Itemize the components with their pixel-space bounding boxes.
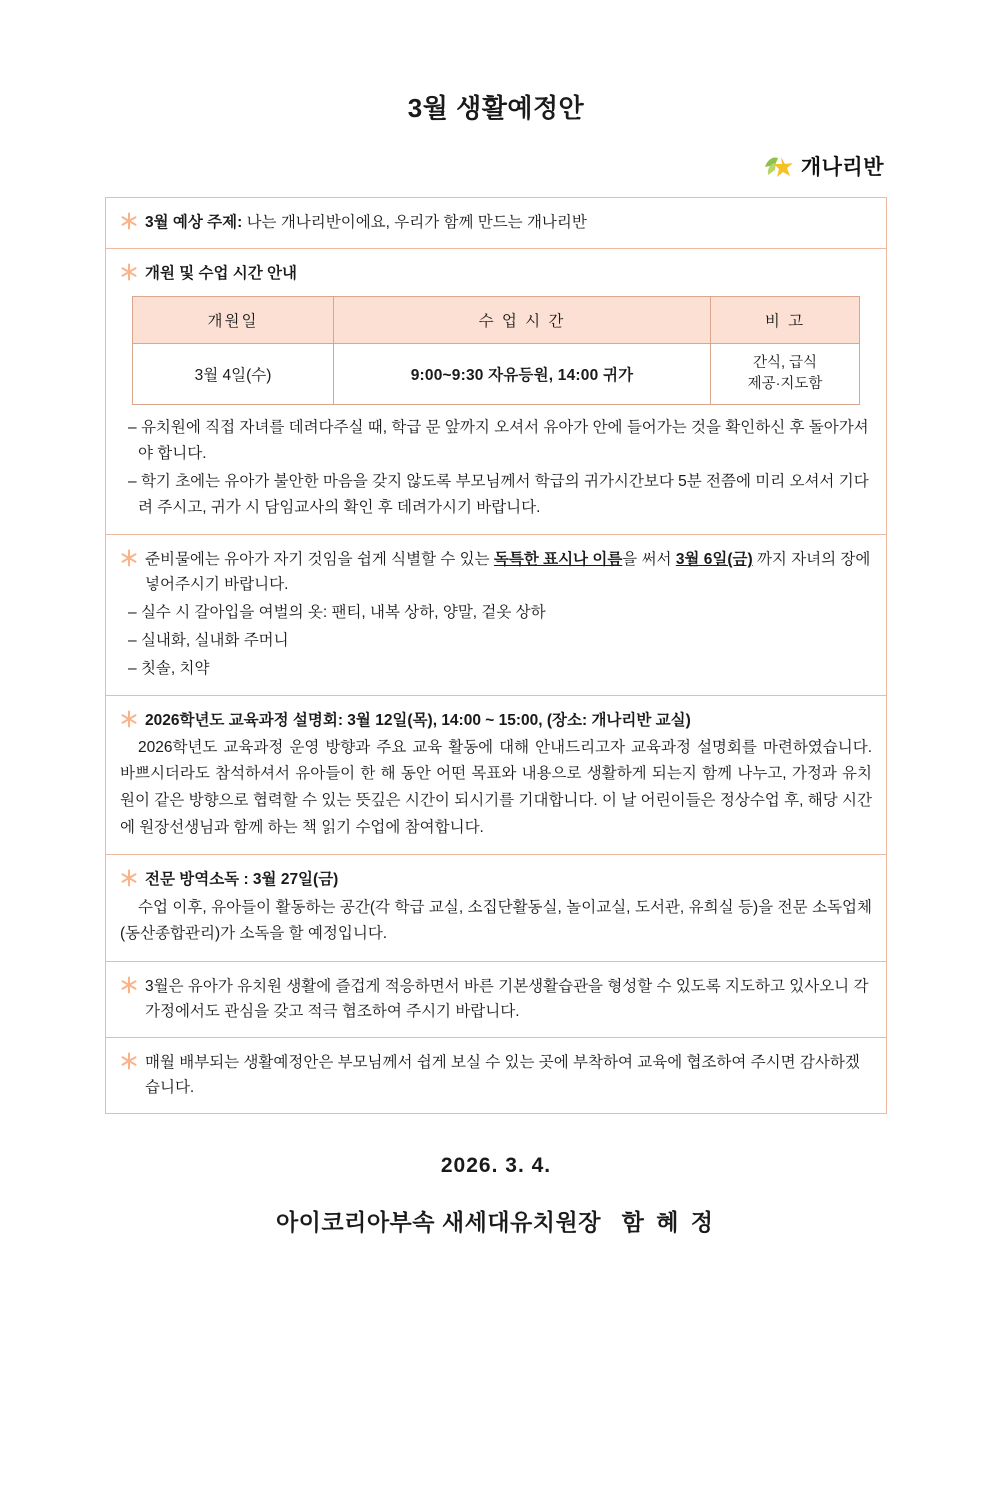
- cell-date: 3월 4일(수): [133, 344, 334, 405]
- table-row: [133, 344, 860, 405]
- supplies-item-2-text: 실내화, 실내화 주머니: [140, 631, 289, 649]
- star-icon: [120, 212, 138, 230]
- cell-note-line2: 제공·지도함: [747, 376, 823, 393]
- page-title: 3월 생활예정안: [407, 93, 585, 123]
- opening-note-1: – 유치원에 직접 자녀를 데려다주실 때, 학급 문 앞까지 오셔서 유아가 안에 들어가는 것을 확인하신 후 돌아가셔야 합니다.: [128, 419, 869, 463]
- cell-note-line1: 간식, 급식: [752, 355, 818, 372]
- opening-heading: 개원 및 수업 시간 안내: [145, 265, 297, 283]
- section-disinfection: [106, 855, 886, 961]
- section-posting: [106, 1038, 886, 1113]
- supplies-paragraph: [145, 547, 872, 597]
- supplies-emphasis-1: 독특한 표시나 이름: [493, 551, 623, 569]
- table-header-row: [133, 297, 860, 344]
- section-supplies: [106, 535, 886, 695]
- supplies-item-2: – 실내화, 실내화 주머니: [128, 631, 289, 649]
- posting-body: 매월 배부되는 생활예정안은 부모님께서 쉽게 보실 수 있는 곳에 부착하여 교육에 협조하여 주시면 감사하겠습니다.: [145, 1054, 860, 1097]
- column-header-date: 개원일: [133, 297, 334, 344]
- section-opening: [106, 249, 886, 535]
- supplies-text-1: 준비물에는 유아가 자기 것임을 쉽게 식별할 수 있는: [145, 551, 494, 569]
- opening-note-2-text: 학기 초에는 유아가 불안한 마음을 갖지 않도록 부모님께서 학급의 귀가시간보다 5분 전쯤에 미리 오셔서 기다려 주시고, 귀가 시 담임교사의 확인 후 데려가시기 바랍니다.: [138, 473, 869, 517]
- section-adaptation: [106, 962, 886, 1038]
- brand-row: [0, 151, 992, 181]
- supplies-item-1-text: 실수 시 갈아입을 여벌의 옷: 팬티, 내복 상하, 양말, 겉옷 상하: [140, 603, 546, 621]
- disinfection-heading: 전문 방역소독 : 3월 27일(금): [145, 871, 339, 889]
- supplies-item-3-text: 칫솔, 치약: [140, 659, 210, 677]
- star-icon: [120, 976, 138, 994]
- section-theme: [106, 198, 886, 249]
- disinfection-body: 수업 이후, 유아들이 활동하는 공간(각 학급 교실, 소집단활동실, 놀이교실, 도서관, 유희실 등)을 전문 소독업체(동산종합관리)가 소독을 할 예정입니다.: [120, 898, 872, 943]
- supplies-item-3: – 칫솔, 치약: [128, 659, 210, 677]
- footer-date: 2026. 3. 4.: [440, 1154, 552, 1178]
- opening-note-1-text: 유치원에 직접 자녀를 데려다주실 때, 학급 문 앞까지 오셔서 유아가 안에 들어가는 것을 확인하신 후 돌아가셔야 합니다.: [138, 419, 869, 463]
- supplies-text-2: 을 써서: [622, 551, 676, 569]
- supplies-text-3: 까지 자녀의 장에 넣어주시기 바랍니다.: [145, 551, 871, 594]
- footer-signer: [0, 1204, 992, 1237]
- brand-label: 개나리반: [800, 156, 884, 179]
- theme-text: 나는 개나리반이에요, 우리가 함께 만드는 개나리반: [246, 214, 587, 231]
- star-icon: [120, 549, 138, 567]
- theme-label: 3월 예상 주제:: [145, 214, 243, 231]
- flower-icon: [761, 151, 795, 181]
- star-icon: [120, 1052, 138, 1070]
- content-frame: [105, 197, 887, 1114]
- star-icon: [120, 263, 138, 281]
- document-footer: [0, 1154, 992, 1237]
- column-header-time: 수 업 시 간: [334, 297, 711, 344]
- adaptation-body: 3월은 유아가 유치원 생활에 즐겁게 적응하면서 바른 기본생활습관을 형성할 수 있도록 지도하고 있사오니 각 가정에서도 관심을 갖고 적극 협조하여 주시기 바랍니다.: [145, 977, 869, 1020]
- star-icon: [120, 710, 138, 728]
- cell-note: [711, 344, 860, 405]
- schedule-table: [132, 296, 860, 405]
- section-briefing: [106, 696, 886, 856]
- star-icon: [120, 869, 138, 887]
- supplies-item-1: – 실수 시 갈아입을 여벌의 옷: 팬티, 내복 상하, 양말, 겉옷 상하: [128, 603, 546, 621]
- theme-line: [145, 210, 587, 235]
- footer-signer-name: 함 혜 정: [621, 1209, 717, 1236]
- column-header-note: 비 고: [711, 297, 860, 344]
- briefing-heading: 2026학년도 교육과정 설명회: 3월 12일(목), 14:00 ~ 15:00, (장소: 개나리반 교실): [145, 711, 691, 729]
- footer-signer-org: 아이코리아부속 새세대유치원장: [275, 1209, 601, 1236]
- briefing-body: 2026학년도 교육과정 운영 방향과 주요 교육 활동에 대해 안내드리고자 교육과정 설명회를 마련하였습니다. 바쁘시더라도 참석하셔서 유아들이 한 해 동안 어떤 목표와 내용으로 생활하게 되는지 함께 나누고, 가정과 유치원이 같은 방향으로 협력할 수 있는 뜻깊은 시간이 되시기를 기대합니다. 이 날 어린이들은 정상수업 후, 해당 시간에 원장선생님과 함께 하는 책 읽기 수업에 참여합니다.: [120, 738, 872, 836]
- cell-time: 9:00~9:30 자유등원, 14:00 귀가: [334, 344, 711, 405]
- opening-note-2: – 학기 초에는 유아가 불안한 마음을 갖지 않도록 부모님께서 학급의 귀가시간보다 5분 전쯤에 미리 오셔서 기다려 주시고, 귀가 시 담임교사의 확인 후 데려가시기 바랍니다.: [128, 473, 869, 517]
- supplies-emphasis-2: 3월 6일(금): [675, 551, 753, 569]
- document-page: [0, 88, 992, 1491]
